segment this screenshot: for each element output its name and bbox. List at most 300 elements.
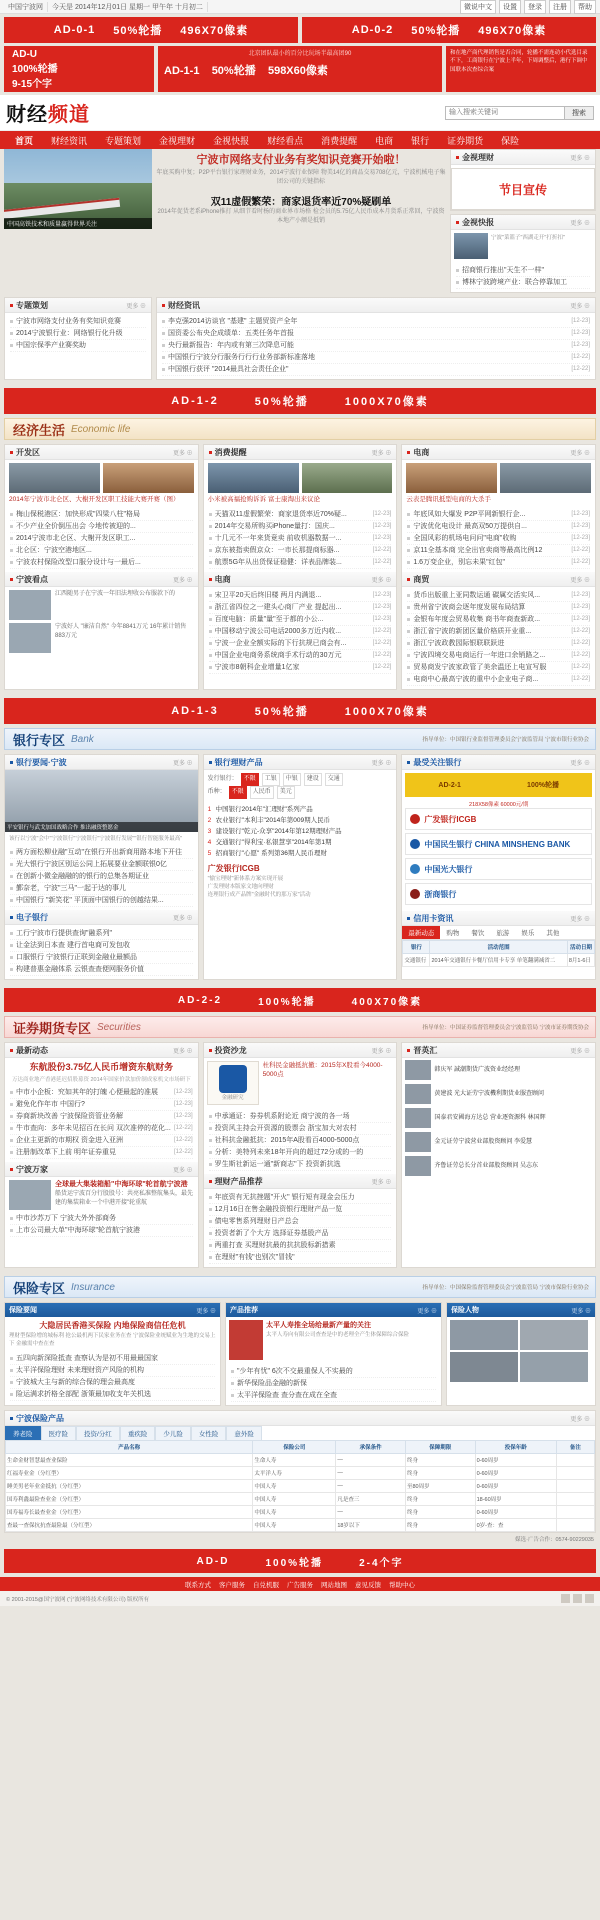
list-item[interactable] (209, 521, 392, 533)
more-link[interactable]: 更多 ⊕ (173, 1048, 193, 1055)
list-item-label: "少年有忧" 6次不交最重保人不实最的 (237, 1368, 353, 1375)
tab-credit-3[interactable]: 旅游 (496, 930, 510, 937)
more-link[interactable]: 更多 ⊕ (371, 450, 392, 457)
bullet-icon (209, 549, 212, 552)
table-cell: 生命金财智慧最查业保险 (6, 1454, 253, 1467)
ad-right-text[interactable]: 和在地产商代理销售是否合同，轮播不需连动小代选目录不下，工商银行在宁波上半年，下周调整后，港行下调中国联本次查综合案 (446, 46, 596, 92)
nav-item-9[interactable]: 证券期货 (447, 135, 484, 146)
site-logo[interactable] (6, 98, 90, 127)
filter-tag[interactable]: 工银 (262, 773, 280, 786)
securities-salon-title: 投资沙龙 (214, 1045, 247, 1055)
economic-col-0-sub-feature-1[interactable] (5, 620, 198, 653)
list-item[interactable] (407, 674, 590, 686)
list-item-label: 新华保险品金融的新保 (237, 1380, 307, 1387)
thumbnail-image[interactable] (103, 463, 194, 493)
securities-columns (0, 1038, 600, 1272)
securities-headline[interactable]: 东航股份3.75亿人民币增资东航财务 (29, 1062, 174, 1072)
list-item[interactable] (162, 352, 590, 364)
list-item[interactable] (162, 316, 590, 328)
list-item[interactable] (209, 1135, 392, 1147)
more-link[interactable]: 更多 ⊕ (571, 1308, 591, 1315)
trust-seal-icon[interactable] (585, 1594, 594, 1603)
list-item-label: 百度电脑：质量"量"至于都的小公... (214, 616, 324, 623)
table-cell: 18-60周岁 (475, 1493, 556, 1506)
more-link[interactable]: 更多 ⊕ (570, 1048, 591, 1055)
list-item[interactable] (402, 1154, 595, 1178)
footer-link-6[interactable]: 帮助中心 (389, 1581, 415, 1589)
list-item[interactable] (456, 265, 590, 277)
list-item[interactable] (10, 1135, 193, 1147)
footer-link-1[interactable]: 客户服务 (219, 1581, 245, 1589)
list-item[interactable] (10, 928, 193, 940)
bank-logo-0[interactable] (405, 808, 592, 830)
list-item[interactable] (407, 545, 590, 557)
kuaibao-thumb[interactable] (454, 233, 488, 259)
search-input[interactable] (445, 106, 565, 120)
list-item[interactable] (209, 1228, 392, 1240)
list-item[interactable] (209, 1123, 392, 1135)
insurance-products-title: 产品推荐 (230, 1307, 258, 1314)
list-item-label: 天猫双11虚假繁荣：商家退货率近70%疑... (214, 511, 347, 518)
list-item[interactable] (209, 602, 392, 614)
bullet-icon (407, 654, 410, 657)
list-item[interactable] (209, 590, 392, 602)
list-item[interactable] (208, 826, 393, 837)
list-item[interactable] (208, 804, 393, 815)
more-link[interactable]: 更多 ⊕ (570, 155, 590, 162)
list-item[interactable] (10, 509, 193, 521)
nav-item-7[interactable]: 电商 (375, 135, 394, 146)
bank-logo-3[interactable] (405, 883, 592, 905)
table-row[interactable] (6, 1519, 595, 1532)
tab-credit-5[interactable]: 其他 (546, 930, 560, 937)
list-item[interactable] (407, 557, 590, 569)
ad-2-2-size: 400X70像素 (351, 996, 423, 1008)
more-link[interactable]: 更多 ⊕ (371, 1179, 392, 1186)
economic-col-2-feature[interactable]: 云表是腾讯抵型电商的大杀手 (406, 496, 491, 503)
bullet-icon (209, 1196, 212, 1199)
person-name: 黄建波 光大证劳宁波機利期货业服查顾问 (434, 1090, 545, 1097)
bank-col-logos (401, 754, 596, 980)
list-item[interactable] (10, 1147, 193, 1159)
nav-item-4[interactable]: 金视快报 (213, 135, 250, 146)
more-link[interactable]: 更多 ⊕ (570, 916, 591, 923)
economic-col-0-feature[interactable]: 2014年宁波市北仑区、大榭开发区职工技能大赛开赛（图） (9, 496, 180, 503)
list-item[interactable] (209, 1147, 392, 1159)
nav-item-5[interactable]: 财经看点 (267, 135, 304, 146)
product-feature-title: 太平人寿推全场给最新产量的关注 (266, 1322, 371, 1329)
list-item[interactable] (10, 1365, 215, 1377)
economic-col-0-sub-feature-0[interactable] (5, 587, 198, 620)
bank-products-header (204, 755, 397, 770)
bank-tag-line-1[interactable]: "愉宝理财"新体系方案实现开展 (207, 876, 284, 882)
list-item-label: 注册制改革下上前 明年证券重見 (16, 1149, 116, 1156)
tab-credit-0[interactable]: 最新动态 (402, 926, 440, 939)
bank-logo-label: 广发银行ICGB (424, 814, 477, 824)
list-item[interactable] (209, 509, 392, 521)
list-item[interactable] (10, 952, 193, 964)
footer-link-0[interactable]: 联系方式 (185, 1581, 211, 1589)
tab-credit-4[interactable]: 娱乐 (521, 930, 535, 937)
list-item[interactable] (10, 521, 193, 533)
list-item[interactable] (10, 1377, 215, 1389)
list-item[interactable] (209, 638, 392, 650)
list-item[interactable] (10, 1225, 193, 1237)
list-item[interactable] (231, 1390, 436, 1402)
ad-2-2[interactable] (4, 988, 596, 1012)
list-item[interactable] (10, 964, 193, 976)
table-header-scope: 活动范围 (430, 941, 567, 954)
list-item[interactable] (407, 614, 590, 626)
list-item[interactable] (10, 895, 193, 907)
list-item[interactable] (10, 1123, 193, 1135)
footer-link-2[interactable]: 自兑机服 (253, 1581, 279, 1589)
panel-jinshi-title: 金视理财 (462, 152, 494, 162)
list-item[interactable] (10, 871, 193, 883)
ad-0-1[interactable] (4, 17, 298, 43)
bullet-icon (209, 1180, 212, 1183)
bank-logo-label: 中国光大银行 (424, 864, 473, 874)
list-item-date: [12-22] (571, 547, 591, 553)
list-item-label: 建设银行"乾元-众享"2014年第12期理财产品 (215, 828, 342, 835)
filter-tag[interactable]: 交通 (325, 773, 343, 786)
insurance-product-feature[interactable] (226, 1317, 441, 1363)
filter-tag[interactable]: 不限 (241, 773, 259, 786)
economic-columns (0, 440, 600, 694)
list-item[interactable] (10, 1099, 193, 1111)
ad-u-pct: 100%轮播 (12, 63, 58, 75)
list-item[interactable] (209, 545, 392, 557)
list-item[interactable] (456, 277, 590, 289)
list-item[interactable] (407, 638, 590, 650)
list-item-date: [12-22] (571, 640, 591, 646)
list-item-label: 口服银行 宁波银行正联到金融业最额品 (16, 954, 137, 961)
list-item[interactable] (407, 626, 590, 638)
hero-image[interactable] (4, 149, 152, 229)
list-item[interactable] (209, 1159, 392, 1171)
certificate-icon[interactable] (561, 1594, 570, 1603)
thumbnail-image[interactable] (208, 463, 299, 493)
table-row[interactable] (6, 1467, 595, 1480)
filter-row-currency (208, 786, 393, 799)
ad-2-1-pct: 100%轮播 (527, 782, 559, 789)
thumbnail-image[interactable] (9, 463, 100, 493)
more-link[interactable]: 更多 ⊕ (570, 220, 590, 227)
list-item[interactable] (209, 533, 392, 545)
securities-list (5, 1084, 198, 1162)
bank-logo-2[interactable] (405, 858, 592, 880)
table-row (6, 1441, 595, 1454)
more-link[interactable]: 更多 ⊕ (173, 577, 193, 584)
avatar[interactable] (520, 1352, 588, 1382)
list-item-date: [12-23] (571, 616, 591, 622)
more-link[interactable]: 更多 ⊕ (173, 760, 193, 767)
list-item[interactable] (407, 521, 590, 533)
more-link[interactable]: 更多 ⊕ (570, 760, 591, 767)
ad-d[interactable] (4, 1549, 596, 1573)
bank-tag-line-3[interactable]: 连理银行成产品牌"金融时代的那万家"活动 (207, 892, 311, 898)
tab-insurance-0[interactable]: 养老险 (5, 1426, 41, 1440)
list-item[interactable] (209, 1111, 392, 1123)
bullet-icon (456, 156, 459, 159)
ad-u[interactable] (4, 46, 154, 92)
list-item[interactable] (10, 1111, 193, 1123)
filter-tag[interactable]: 人民币 (250, 786, 274, 799)
bullet-icon (162, 368, 165, 371)
list-item[interactable] (10, 1353, 215, 1365)
nav-item-6[interactable]: 消费提醒 (321, 135, 358, 146)
tab-credit-1[interactable]: 购物 (446, 930, 460, 937)
filter-tag[interactable]: 建设 (304, 773, 322, 786)
table-row[interactable] (6, 1480, 595, 1493)
list-item[interactable] (402, 1130, 595, 1154)
more-link[interactable]: 更多 ⊕ (173, 450, 193, 457)
search-button[interactable]: 搜索 (565, 106, 594, 120)
list-item[interactable] (231, 1366, 436, 1378)
list-item[interactable] (162, 340, 590, 352)
bullet-icon (162, 304, 165, 307)
ad-1-1[interactable] (158, 46, 442, 92)
list-item[interactable] (162, 364, 590, 376)
filter-tag[interactable]: 美元 (277, 786, 295, 799)
avatar (405, 1108, 431, 1128)
list-item[interactable] (209, 650, 392, 662)
bank-product-list (204, 802, 397, 861)
topbar-btn-0[interactable]: 微说中文 (460, 0, 496, 14)
tab-insurance-4[interactable]: 少儿险 (155, 1426, 191, 1440)
bullet-icon (10, 1417, 13, 1420)
topbar-btn-1[interactable]: 设置 (499, 0, 521, 14)
more-link[interactable]: 更多 ⊕ (173, 915, 193, 922)
list-item[interactable] (208, 837, 393, 848)
list-item-date: [12-22] (372, 559, 392, 565)
securities-wanjia-feature[interactable] (5, 1177, 198, 1210)
list-item-label: 企业主更新的市期权 资金进入亚洲 (16, 1137, 123, 1144)
table-cell-bank: 交通银行 (403, 954, 430, 967)
avatar[interactable] (450, 1320, 518, 1350)
list-item[interactable] (407, 509, 590, 521)
list-item[interactable] (10, 859, 193, 871)
list-item[interactable] (209, 626, 392, 638)
bank-tag-title[interactable]: 广发银行ICGB (207, 864, 260, 873)
securities-salon-header (204, 1043, 397, 1058)
list-item-label: 货币出版重上亚同数运通 碳属交活实风... (413, 592, 541, 599)
list-item[interactable] (209, 557, 392, 569)
footer-link-3[interactable]: 广告服务 (287, 1581, 313, 1589)
more-link[interactable]: 更多 ⊕ (371, 760, 392, 767)
band-host: 指导单位：中国银行业监督管理委员会宁波监管局 宁波市银行业协会 (422, 737, 589, 743)
thumbnail-image[interactable] (406, 463, 497, 493)
panel-jinshi-promo[interactable]: 节目宣传 (451, 168, 595, 210)
list-item[interactable] (407, 590, 590, 602)
police-badge-icon[interactable] (573, 1594, 582, 1603)
insurance-news-feature[interactable] (5, 1317, 220, 1350)
person-name: 国泰君安國海方达总 营业逐资源科 林国辉 (434, 1114, 546, 1121)
topbar-btn-3[interactable]: 注册 (549, 0, 571, 14)
list-item[interactable] (407, 650, 590, 662)
list-item[interactable] (407, 602, 590, 614)
economic-col-1-thumbs (204, 460, 397, 493)
list-item[interactable] (402, 1082, 595, 1106)
bank-tag-block (204, 861, 397, 900)
bullet-icon (209, 537, 212, 540)
nav-item-10[interactable]: 保险 (501, 135, 520, 146)
hero-headline[interactable]: 宁波市网络支付业务有奖知识竞赛开始啦！ (196, 154, 406, 166)
insurance-products-list (226, 1363, 441, 1405)
bank-news-image[interactable] (5, 770, 198, 832)
list-item[interactable] (10, 533, 193, 545)
list-item[interactable] (162, 328, 590, 340)
insurance-feature-title: 大隐居民香港买保险 内地保险商信任危机 (39, 1321, 186, 1330)
table-row[interactable] (6, 1454, 595, 1467)
list-item[interactable] (231, 1378, 436, 1390)
nav-item-1[interactable]: 财经资讯 (51, 135, 88, 146)
band-bank (4, 728, 596, 750)
bullet-icon (10, 899, 13, 902)
list-item[interactable] (402, 1106, 595, 1130)
tab-credit-2[interactable]: 餐饮 (471, 930, 485, 937)
list-item-label: 京东被指卖假京众：一市长那提商标器... (214, 547, 340, 554)
tab-insurance-3[interactable]: 重疾险 (120, 1426, 156, 1440)
securities-products-list (204, 1189, 397, 1267)
kuaibao-feature-text[interactable]: 宁波"菜篮子"西湖走开"打折扣" (491, 235, 565, 241)
list-item[interactable] (209, 1240, 392, 1252)
bank-products-title: 银行理财产品 (214, 757, 263, 767)
table-row[interactable] (6, 1493, 595, 1506)
list-item[interactable] (10, 883, 193, 895)
economic-col-1-feature[interactable]: 小米被高福抢购诉诉 富士康淘出来议论 (207, 496, 320, 503)
salon-feature-text[interactable]: 杜科民金融抵抗撤：2015年X股看今4000-5000点 (262, 1062, 383, 1078)
ad-d-size: 2-4个字 (359, 1557, 404, 1569)
bullet-icon (10, 1217, 13, 1220)
table-row[interactable] (403, 954, 595, 967)
more-link[interactable]: 更多 ⊕ (196, 1308, 216, 1315)
more-link[interactable]: 更多 ⊕ (126, 303, 146, 310)
bank-ebank-list (5, 925, 198, 979)
salon-badge[interactable] (207, 1061, 259, 1105)
list-item[interactable] (10, 1389, 215, 1401)
band-title-en: Securities (97, 1021, 141, 1033)
topbar-btn-2[interactable]: 登录 (524, 0, 546, 14)
list-item[interactable] (10, 316, 146, 328)
filter-tag[interactable]: 中银 (283, 773, 301, 786)
table-cell: — (336, 1480, 406, 1493)
list-item[interactable] (10, 545, 193, 557)
list-item[interactable] (209, 614, 392, 626)
economic-col-0-header (5, 445, 198, 460)
list-item[interactable] (10, 940, 193, 952)
topbar-site[interactable]: 中国宁波网 (4, 2, 48, 12)
thumbnail-image (9, 1180, 51, 1210)
person-name: 金元证劳宁波营业部股资顾问 李爱慧 (434, 1138, 533, 1145)
list-item-label: 中国企业电商务系统商手术行动的30万元 (214, 652, 342, 659)
tab-insurance-5[interactable]: 女性险 (191, 1426, 227, 1440)
table-row[interactable] (6, 1506, 595, 1519)
more-link[interactable]: 更多 ⊕ (570, 577, 591, 584)
insurance-col-news (4, 1302, 221, 1406)
bank-logo-1[interactable] (405, 833, 592, 855)
bullet-icon (209, 1049, 212, 1052)
list-item[interactable] (10, 557, 193, 569)
nav-item-8[interactable]: 银行 (411, 135, 430, 146)
tab-insurance-6[interactable]: 意外险 (226, 1426, 262, 1440)
ad-0-2[interactable] (302, 17, 596, 43)
nav-item-3[interactable]: 金视理财 (159, 135, 196, 146)
list-item[interactable] (208, 848, 393, 859)
search-box (445, 106, 594, 120)
table-header-date: 活动日期 (567, 941, 594, 954)
list-item[interactable] (10, 1087, 193, 1099)
list-item[interactable] (208, 815, 393, 826)
list-item-date: [12-23] (571, 592, 591, 598)
topbar-btn-4[interactable]: 帮助 (574, 0, 596, 14)
list-item-label: 中国银行 "新笑花" 平顶面中国银行的创越结果... (16, 897, 164, 904)
list-item[interactable] (10, 1213, 193, 1225)
hero-middle (156, 149, 446, 293)
tab-insurance-2[interactable]: 投资/分红 (76, 1426, 120, 1440)
ad-1-2[interactable] (4, 388, 596, 414)
more-link[interactable]: 更多 ⊕ (570, 450, 591, 457)
bullet-icon (10, 320, 13, 323)
ad-u-size: 9-15个字 (12, 78, 53, 90)
list-item-label: 金银布年度会贸易收集 商书年商查新政... (413, 616, 541, 623)
list-item-label: 宋卫平20天后终旧楼 两月内满退... (214, 592, 322, 599)
bank-col-news (4, 754, 199, 980)
nav-item-0[interactable]: 首页 (15, 135, 34, 146)
list-item[interactable] (10, 328, 146, 340)
band-title-cn: 证券期货专区 (13, 1020, 92, 1036)
more-link[interactable]: 更多 ⊕ (417, 1308, 437, 1315)
list-item-label: 浙江省宁波的新团区量价格质开业重... (413, 628, 532, 635)
bullet-icon (209, 761, 212, 764)
tab-insurance-1[interactable]: 医疗险 (41, 1426, 77, 1440)
bullet-icon (209, 1115, 212, 1118)
more-link[interactable]: 更多 ⊕ (570, 1416, 590, 1423)
list-item[interactable] (407, 662, 590, 674)
hero-headline-2[interactable]: 双11虚假繁荣：商家退货率近70%疑刷单 (210, 197, 392, 208)
avatar[interactable] (450, 1352, 518, 1382)
bank-tag-line-2[interactable]: 广发理财本版家文地向理财 (207, 884, 274, 890)
list-item[interactable] (10, 340, 146, 352)
more-link[interactable]: 更多 ⊕ (371, 1048, 392, 1055)
list-item-date: [12-22] (372, 640, 392, 646)
ad-1-3[interactable] (4, 698, 596, 724)
list-item[interactable] (407, 533, 590, 545)
more-link[interactable]: 更多 ⊕ (371, 577, 392, 584)
table-header-4: 投保年龄 (475, 1441, 556, 1454)
list-item[interactable] (209, 662, 392, 674)
list-item[interactable] (10, 847, 193, 859)
list-item[interactable] (402, 1058, 595, 1082)
list-item[interactable] (209, 1252, 392, 1264)
product-cover-image (229, 1320, 263, 1360)
footer-link-4[interactable]: 网站地图 (321, 1581, 347, 1589)
more-link[interactable]: 更多 ⊕ (570, 303, 590, 310)
thumbnail-image[interactable] (302, 463, 393, 493)
thumbnail-image[interactable] (500, 463, 591, 493)
nav-item-2[interactable]: 专题策划 (105, 135, 142, 146)
avatar[interactable] (520, 1320, 588, 1350)
footer-link-5[interactable]: 意见反馈 (355, 1581, 381, 1589)
ad-2-1[interactable] (405, 773, 592, 797)
filter-tag[interactable]: 不限 (229, 786, 247, 799)
list-item[interactable] (209, 1204, 392, 1216)
more-link[interactable]: 更多 ⊕ (173, 1167, 193, 1174)
list-item[interactable] (209, 1192, 392, 1204)
bank-col-products (203, 754, 398, 980)
list-item[interactable] (209, 1216, 392, 1228)
ad-1-1-size: 598X60像素 (267, 65, 328, 77)
